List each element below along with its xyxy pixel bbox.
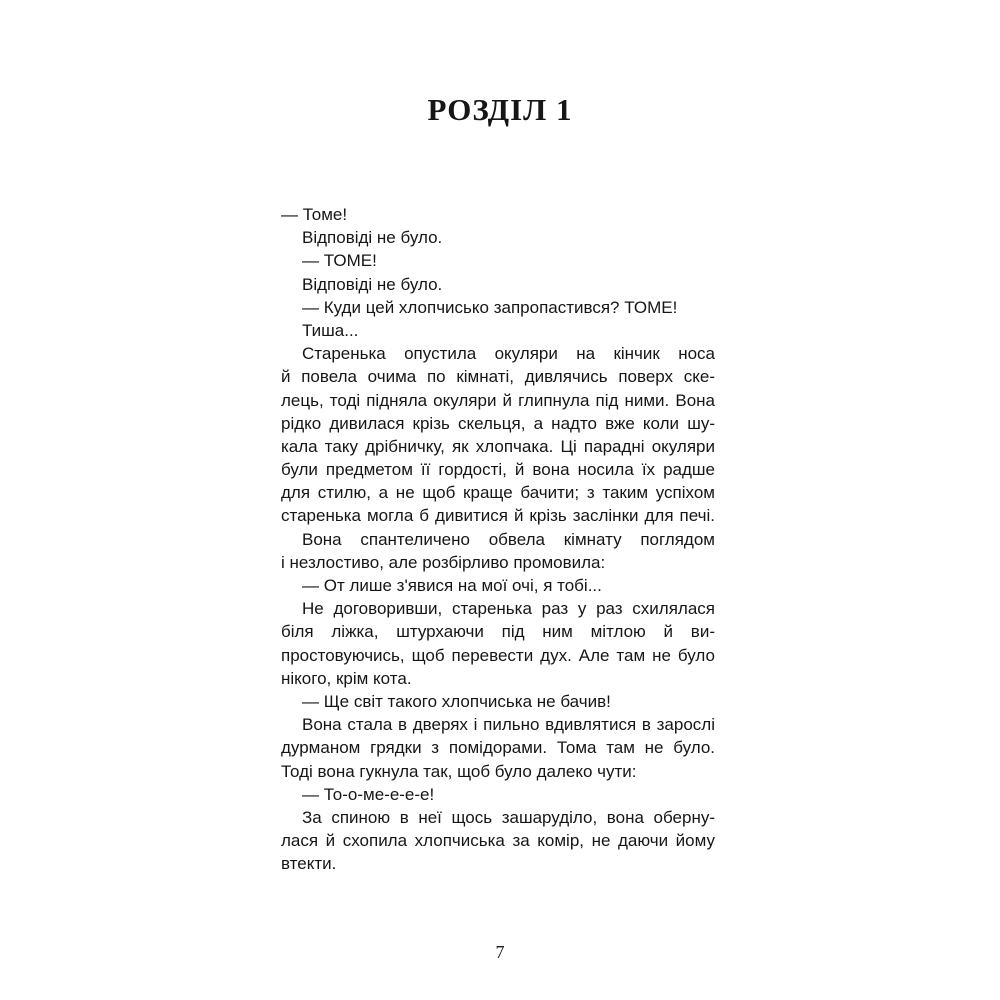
text-line: — Ще світ такого хлопчиська не бачив! xyxy=(302,691,611,711)
text-line: старенька могла б дивитися й крізь заслінки для печі. xyxy=(281,506,715,526)
text-line: кала таку дрібничку, як хлопчака. Ці парадні окуляри xyxy=(281,436,715,456)
text-line: були предметом її гордості, й вона носила їх радше xyxy=(281,460,715,480)
text-line: рідко дивилася крізь скельця, а надто вже коли шу- xyxy=(281,413,715,433)
text-line: Вона спантеличено обвела кімнату поглядом xyxy=(302,529,715,549)
text-line: — Куди цей хлопчисько запропастився? ТОМЕ! xyxy=(302,297,678,317)
page-number: 7 xyxy=(495,942,505,962)
text-line: нікого, крім кота. xyxy=(281,668,412,688)
text-line: — Томе! xyxy=(281,205,348,224)
chapter-title: РОЗДІЛ 1 xyxy=(427,92,573,127)
text-line: Вона стала в дверях і пильно вдивлятися в зарослі xyxy=(302,715,715,735)
text-line: і незлостиво, але розбірливо промовила: xyxy=(281,552,606,572)
text-line: втекти. xyxy=(281,854,337,874)
text-line: Тиша... xyxy=(302,320,359,340)
text-line: лася й схопила хлопчиська за комір, не даючи йому xyxy=(281,831,715,851)
body-text xyxy=(281,203,715,875)
text-line: — ТОМЕ! xyxy=(302,251,377,271)
text-line: дурманом грядки з помідорами. Тома там не було. xyxy=(281,738,715,758)
text-line: — От лише з'явися на мої очі, я тобі... xyxy=(302,576,602,595)
text-line: Старенька опустила окуляри на кінчик носа xyxy=(302,344,715,364)
text-line: Відповіді не було. xyxy=(302,228,443,248)
text-line: Не договоривши, старенька раз у раз схилялася xyxy=(302,599,715,619)
text-line: За спиною в неї щось зашаруділо, вона оберну- xyxy=(302,807,715,827)
text-line: й повела очима по кімнаті, дивлячись поверх ске- xyxy=(281,367,715,387)
text-line: для стилю, а не щоб краще бачити; з таким успіхом xyxy=(281,483,715,503)
text-line: Тоді вона гукнула так, щоб було далеко чути: xyxy=(281,761,637,781)
text-line: біля ліжка, штурхаючи під ним мітлою й ви- xyxy=(281,622,715,642)
text-line: простовуючись, щоб перевести дух. Але там не було xyxy=(281,645,715,665)
text-line: — То-о-ме-е-е-е! xyxy=(302,784,435,804)
text-line: лець, тоді підняла окуляри й глипнула під ними. Вона xyxy=(281,390,715,410)
text-line: Відповіді не було. xyxy=(302,274,443,294)
